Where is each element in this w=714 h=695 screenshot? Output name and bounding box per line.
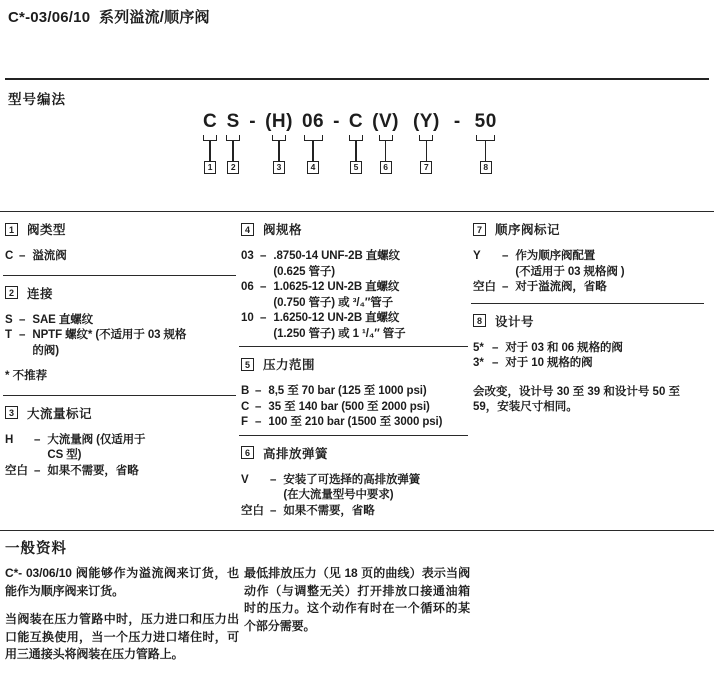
description-line: 35 至 140 bar (500 至 2000 psi) (268, 400, 430, 413)
entry-description (47, 433, 145, 464)
model-code-number-box: 8 (480, 161, 492, 174)
description-line: 大流量阀 (仅适用于 (47, 433, 146, 446)
entry-dash: – (19, 329, 26, 341)
entry-code: 空白 (241, 504, 264, 517)
model-code-segment (475, 110, 497, 174)
sections-column-middle (239, 212, 468, 523)
entry-dash: – (34, 464, 41, 477)
entry-description (268, 415, 442, 431)
model-code-number-box: 1 (204, 161, 216, 174)
description-line: 100 至 210 bar (1500 至 3000 psi) (268, 416, 443, 428)
entry-dash: – (492, 357, 499, 369)
entry-dash: – (270, 504, 277, 517)
page-title: C*-03/06/10 系列溢流/顺序阀 (8, 9, 210, 26)
model-code-number-box: 6 (380, 161, 392, 174)
model-code-diagram (203, 110, 497, 174)
section-note: * 不推荐 (5, 370, 48, 382)
model-code-segment (265, 110, 293, 174)
model-coding-heading: 型号编法 (8, 92, 66, 107)
model-code-segment (302, 110, 324, 174)
model-code-segment (372, 110, 399, 174)
entry-description (515, 249, 624, 280)
section-title: 阀类型 (27, 223, 67, 237)
general-info-left-column (5, 565, 239, 664)
model-code-segment-label: - (333, 111, 340, 132)
entry-code: S (5, 313, 13, 326)
section-header (473, 312, 704, 330)
entry-description (515, 280, 606, 296)
entry-dash: – (255, 385, 262, 397)
section-header (5, 284, 236, 302)
section-title: 设计号 (495, 314, 535, 329)
section-title: 顺序阀标记 (495, 223, 561, 237)
entry-code: 3* (473, 357, 484, 369)
code-entry (5, 328, 236, 359)
model-code-segment-label: (H) (265, 111, 293, 132)
entry-code: V (241, 473, 249, 486)
section-2 (3, 275, 236, 385)
model-code-segment-label: C (348, 111, 364, 132)
description-line: 对于溢流阀，省略 (515, 281, 607, 293)
sections-grid (0, 211, 714, 523)
section-header (241, 444, 468, 462)
model-code-number-box: 7 (420, 161, 432, 174)
general-info-paragraph: 当阀装在压力管路中时，压力进口和压力出口能互换使用，当一个压力进口堵住时，可用三通接头将阀装在压力管路上。 (5, 612, 239, 661)
model-code-segment-label: S (226, 111, 240, 132)
description-line: (0.750 管子) 或 ³/₄″管子 (273, 296, 394, 309)
section-number-box: 3 (5, 406, 18, 419)
code-entry (5, 464, 236, 480)
entry-dash: – (502, 281, 509, 293)
section-3 (3, 395, 236, 480)
description-line: 1.0625-12 UN-2B 直螺纹 (273, 281, 400, 293)
code-entry (241, 384, 468, 400)
entry-dash: – (270, 473, 277, 486)
entry-dash: – (255, 400, 262, 413)
code-entry (241, 473, 468, 504)
code-entry (5, 433, 236, 464)
entry-code: 03 (241, 250, 254, 262)
code-entry (5, 313, 236, 329)
model-code-separator (249, 110, 256, 134)
description-line: 安装了可选择的高排放弹簧 (283, 473, 421, 486)
connector-line (312, 141, 314, 161)
code-entry (241, 311, 468, 342)
connector-line (232, 141, 234, 161)
code-entry (473, 341, 704, 357)
description-line: (1.250 管子) 或 1 ¹/₄″ 管子 (273, 327, 406, 340)
entry-description (505, 341, 622, 357)
code-entry (5, 249, 236, 265)
entry-code: H (5, 433, 14, 446)
model-code-number-box: 4 (307, 161, 319, 174)
entry-description (283, 473, 420, 504)
entry-code: T (5, 329, 13, 341)
model-code-segment (203, 110, 217, 174)
section-title: 阀规格 (263, 223, 303, 237)
entry-dash: – (34, 433, 41, 446)
connector-line (355, 141, 357, 161)
entry-description (32, 328, 186, 359)
entry-description (283, 504, 374, 520)
section-1 (3, 212, 236, 265)
model-code-number-box: 3 (273, 161, 285, 174)
entry-dash: – (502, 250, 509, 262)
connector-line (278, 141, 280, 161)
model-code-separator (454, 110, 461, 134)
model-code-segment-label: - (249, 111, 257, 132)
description-line: 8,5 至 70 bar (125 至 1000 psi) (268, 385, 427, 397)
description-line: NPTF 螺纹* (不适用于 03 规格 (32, 329, 187, 341)
model-code-segment-label: (V) (372, 111, 399, 132)
connector-line (385, 141, 387, 161)
section-6 (239, 435, 468, 520)
sections-column-right (471, 212, 704, 523)
entry-code: 06 (241, 281, 254, 293)
section-title: 连接 (27, 286, 54, 301)
entry-code: Y (473, 250, 481, 262)
section-number-box: 7 (473, 223, 486, 236)
entry-description (47, 464, 138, 480)
entry-description (268, 384, 426, 400)
model-code-segment (226, 110, 240, 174)
entry-description (32, 249, 66, 265)
general-info-section (0, 530, 714, 664)
model-code-number-box: 5 (350, 161, 362, 174)
entry-description (273, 280, 399, 311)
description-line: 如果不需要，省略 (47, 464, 139, 477)
general-info-columns (5, 565, 711, 664)
general-info-right-column (244, 565, 470, 664)
code-entry (241, 415, 468, 431)
model-code-segment (413, 110, 440, 174)
section-header (5, 220, 236, 238)
description-line: 1.6250-12 UN-2B 直螺纹 (273, 312, 400, 324)
header-divider (5, 78, 709, 80)
entry-code: 5* (473, 341, 484, 354)
model-code-separator (333, 110, 340, 134)
section-8 (471, 303, 704, 416)
entry-code: C (5, 250, 14, 262)
entry-dash: – (260, 312, 267, 324)
section-number-box: 1 (5, 223, 18, 236)
section-number-box: 4 (241, 223, 254, 236)
description-line: 如果不需要，省略 (283, 504, 375, 517)
description-line: 对于 03 和 06 规格的阀 (505, 341, 623, 354)
code-entry (241, 249, 468, 280)
model-code-segment-label: 50 (474, 111, 497, 132)
section-number-box: 5 (241, 358, 254, 371)
entry-description (273, 249, 400, 280)
sections-column-left (3, 212, 236, 523)
entry-code: 空白 (5, 464, 28, 477)
entry-description (32, 313, 93, 329)
model-code-number-box: 2 (227, 161, 239, 174)
connector-line (485, 141, 487, 161)
entry-code: B (241, 385, 250, 397)
model-code-segment-label: (Y) (412, 111, 440, 132)
code-entry (473, 249, 704, 280)
description-line: (不适用于 03 规格阀 ) (515, 265, 625, 278)
section-header (241, 220, 468, 238)
entry-code: 空白 (473, 281, 496, 293)
section-4 (239, 212, 468, 342)
general-info-paragraph: C*- 03/06/10 阀能够作为溢流阀来订货，也能作为顺序阀来订货。 (5, 566, 239, 598)
entry-code: F (241, 416, 249, 428)
section-header (5, 404, 236, 422)
connector-line (426, 141, 428, 161)
entry-description (273, 311, 405, 342)
section-header (241, 355, 468, 373)
general-info-paragraph: 最低排放压力（见 18 页的曲线）表示当阀动作（与调整无关）打开排放口接通油箱时的压力。这个动作有时在一个循环的某个部分需要。 (244, 566, 470, 633)
section-note: 会改变，设计号 30 至 39 和设计号 50 至 59，安装尺寸相同。 (473, 385, 681, 413)
description-line: (0.625 管子) (273, 265, 336, 278)
description-line: SAE 直螺纹 (32, 313, 94, 326)
code-entry (241, 400, 468, 416)
section-title: 大流量标记 (27, 406, 93, 421)
section-title: 压力范围 (263, 358, 316, 372)
entry-dash: – (19, 250, 26, 262)
entry-dash: – (260, 281, 267, 293)
entry-code: C (241, 400, 250, 413)
entry-dash: – (255, 416, 262, 428)
model-code-segment (349, 110, 363, 174)
description-line: 作为顺序阀配置 (515, 250, 596, 262)
entry-code: 10 (241, 312, 254, 324)
description-line: 对于 10 规格的阀 (505, 357, 593, 369)
description-line: .8750-14 UNF-2B 直螺纹 (273, 250, 400, 262)
model-code-segment-label: C (203, 111, 218, 132)
code-entry (473, 280, 704, 296)
code-entry (241, 504, 468, 520)
section-number-box: 2 (5, 286, 18, 299)
code-entry (241, 280, 468, 311)
description-line: 的阀) (32, 344, 59, 357)
entry-dash: – (19, 313, 26, 326)
description-line: CS 型) (47, 449, 82, 461)
entry-dash: – (260, 250, 267, 262)
entry-description (268, 400, 429, 416)
section-7 (471, 212, 704, 296)
general-info-heading: 一般资料 (5, 541, 67, 557)
entry-dash: – (492, 341, 499, 354)
description-line: 溢流阀 (32, 250, 67, 262)
section-number-box: 8 (473, 314, 486, 327)
code-entry (473, 356, 704, 372)
description-line: (在大流量型号中要求) (283, 489, 394, 501)
model-code-segment-label: 06 (301, 111, 325, 132)
section-title: 高排放弹簧 (263, 446, 329, 461)
section-header (473, 220, 704, 238)
model-code-segment-label: - (453, 111, 461, 132)
connector-line (209, 141, 211, 161)
section-number-box: 6 (241, 446, 254, 459)
section-5 (239, 346, 468, 431)
entry-description (505, 356, 592, 372)
